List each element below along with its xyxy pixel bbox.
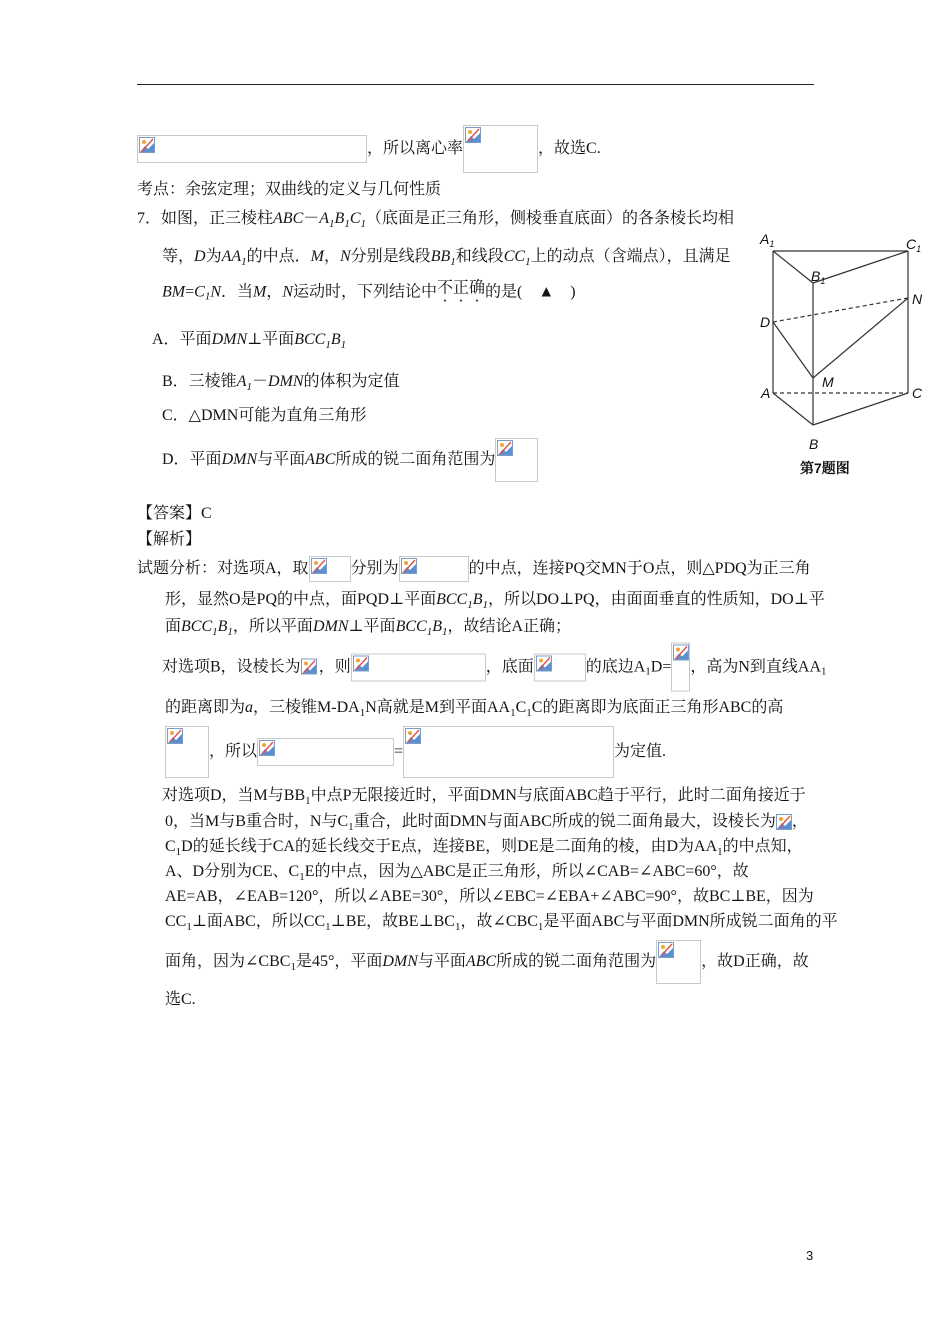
broken-image-icon xyxy=(167,728,183,744)
option-b xyxy=(162,372,400,392)
italic-subscript: 1 xyxy=(467,598,473,611)
text-run: （底面是正三角形，侧棱垂直底面）的各条棱长均相 xyxy=(365,210,734,227)
broken-image-icon xyxy=(259,740,275,756)
text-run: B．三棱锥 xyxy=(162,373,237,390)
text-run: ，故∠CBC xyxy=(460,913,538,930)
subscript: 1 xyxy=(186,920,192,933)
subscript: 1 xyxy=(526,706,532,719)
broken-image-icon xyxy=(301,658,317,674)
segment-d-m xyxy=(773,322,813,378)
text-run: D．平面 xyxy=(162,451,222,468)
italic-math-text: M xyxy=(310,248,324,265)
text-run: ，所以离心率 xyxy=(367,140,464,157)
text-run: A．平面 xyxy=(152,331,212,348)
italic-math-text: ABC xyxy=(465,953,497,970)
italic-subscript: 1 xyxy=(450,255,456,268)
text-run: 选C. xyxy=(165,991,196,1008)
knowledge-point-line xyxy=(137,180,441,200)
italic-subscript: 1 xyxy=(227,625,233,638)
formula-image-placeholder xyxy=(399,556,469,582)
prism-figure xyxy=(740,230,930,440)
formula-image-placeholder xyxy=(257,738,394,766)
italic-math-text: BCC xyxy=(436,591,468,608)
italic-math-text: B xyxy=(432,618,442,635)
italic-math-text: BB xyxy=(430,248,451,265)
text-run: ，三棱锥M-DA xyxy=(253,699,360,716)
figure-caption: 第7题图 xyxy=(800,460,850,476)
broken-image-icon xyxy=(139,137,155,153)
vertex-label-a: A xyxy=(761,385,771,401)
text-run: D的延长线于CA的延长线交于E点，连接BE，则DE是二面角的棱，由D为AA xyxy=(181,838,718,855)
text-run: ， xyxy=(791,813,808,830)
italic-math-text: N xyxy=(282,283,294,300)
italic-math-text: C xyxy=(349,210,361,227)
subscript: 1 xyxy=(510,706,516,719)
text-run: ⊥BE，故BE⊥BC xyxy=(330,913,455,930)
italic-math-text: B xyxy=(330,331,341,348)
point-label-m: M xyxy=(822,374,834,390)
text-run: 等， xyxy=(162,248,195,265)
italic-subscript: 1 xyxy=(525,255,531,268)
label-letter: B xyxy=(811,268,821,284)
formula-image-placeholder xyxy=(534,653,586,681)
text-run: 对选项D，当M与BB xyxy=(162,787,306,804)
edge-b-c xyxy=(813,393,908,425)
italic-math-text: A xyxy=(319,210,330,227)
italic-math-text: N xyxy=(210,283,221,300)
analysis-line-11 xyxy=(165,887,814,907)
text-run: E的中点，因为△ABC是正三角形，所以∠CAB=∠ABC=60°，故 xyxy=(304,863,749,880)
vertex-label-b1 xyxy=(811,268,825,286)
broken-image-icon xyxy=(673,645,689,661)
subscript: 1 xyxy=(175,845,182,858)
italic-subscript: 1 xyxy=(360,217,366,230)
analysis-line-5 xyxy=(165,698,783,718)
broken-image-icon xyxy=(401,558,417,574)
text-run: 中点P无限接近时，平面DMN与底面ABC趋于平行，此时二面角接近于 xyxy=(310,787,806,804)
formula-image-placeholder xyxy=(463,125,538,173)
italic-subscript: 1 xyxy=(482,598,488,611)
question-7-stem-line-2 xyxy=(162,247,731,267)
subscript: 1 xyxy=(305,794,311,807)
text-run: 所成的锐二面角范围为 xyxy=(335,451,496,468)
text-run: 0，当M与B重合时，N与C xyxy=(165,813,349,830)
point-label-d: D xyxy=(760,314,771,330)
text-run: 【答案】C xyxy=(137,505,212,522)
text-run: 所成的锐二面角范围为 xyxy=(496,953,657,970)
emphasized-text: 不正确 xyxy=(437,279,486,297)
text-run: ．当 xyxy=(220,283,253,300)
text-run: 分别是线段 xyxy=(350,248,431,265)
broken-image-icon xyxy=(776,814,792,830)
text-run: D= xyxy=(650,658,672,675)
label-letter: A xyxy=(760,231,770,247)
italic-math-text: BCC xyxy=(395,618,427,635)
option-d xyxy=(162,438,538,482)
analysis-line-3 xyxy=(165,617,571,637)
subscript: 1 xyxy=(348,820,354,833)
question-7-stem-line-3 xyxy=(162,279,576,306)
vertex-label-c1 xyxy=(906,236,921,254)
analysis-heading xyxy=(137,530,201,550)
segment-d-n-hidden xyxy=(773,298,908,322)
italic-subscript: 1 xyxy=(212,625,218,638)
analysis-line-12 xyxy=(165,912,838,932)
text-run: 与平面 xyxy=(417,953,466,970)
edge-b1-c1 xyxy=(813,251,908,283)
analysis-line-9 xyxy=(165,837,803,857)
segment-m-n xyxy=(813,298,908,378)
text-run: － xyxy=(303,210,320,227)
text-run: ，则 xyxy=(318,658,351,675)
text-run: ， xyxy=(266,283,283,300)
analysis-line-10 xyxy=(165,862,749,882)
italic-subscript: 1 xyxy=(246,380,252,393)
text-run: ，底面 xyxy=(485,658,534,675)
text-run: = xyxy=(394,743,404,760)
text-run: ，高为N到直线AA xyxy=(690,658,822,675)
broken-image-icon xyxy=(311,558,327,574)
page-number: 3 xyxy=(806,1248,814,1263)
text-run: 和线段 xyxy=(455,248,504,265)
vertex-label-c: C xyxy=(912,385,923,401)
italic-math-text: AA xyxy=(221,248,242,265)
subscript: 1 xyxy=(325,920,331,933)
edge-a1-b1 xyxy=(773,251,813,283)
point-label-n: N xyxy=(912,291,923,307)
italic-math-text: M xyxy=(253,283,267,300)
option-a xyxy=(152,330,346,350)
italic-math-text: BM xyxy=(162,283,186,300)
text-run: A、D分别为CE、C xyxy=(165,863,300,880)
text-run: 【解析】 xyxy=(137,531,202,548)
text-run: 面 xyxy=(165,618,182,635)
analysis-line-13 xyxy=(165,940,809,984)
broken-image-icon xyxy=(405,728,421,744)
analysis-line-2 xyxy=(165,590,825,610)
text-run: 考点：余弦定理；双曲线的定义与几何性质 xyxy=(137,181,442,198)
subscript: 1 xyxy=(290,960,296,973)
subscript: 1 xyxy=(645,665,651,678)
label-subscript: 1 xyxy=(916,244,922,254)
text-run: 面角，因为∠CBC xyxy=(165,953,291,970)
label-letter: C xyxy=(906,236,917,252)
text-run: 的中点，连接PQ交MN于O点，则△PDQ为正三角 xyxy=(468,560,811,577)
vertex-label-b: B xyxy=(809,436,819,452)
text-run: 形，显然O是PQ的中点，面PQD⊥平面 xyxy=(165,591,437,608)
italic-math-text: B xyxy=(472,591,483,608)
italic-math-text: B xyxy=(217,618,228,635)
subscript: 1 xyxy=(454,920,461,933)
text-run: ⊥平面 xyxy=(348,618,396,635)
italic-math-text: C xyxy=(194,283,205,300)
formula-image-placeholder xyxy=(495,438,538,482)
text-run: 对选项B，设棱长为 xyxy=(162,658,301,675)
italic-math-text: A xyxy=(236,373,247,390)
broken-image-icon xyxy=(497,440,513,456)
formula-image-placeholder xyxy=(776,813,792,831)
text-run: ，故D正确，故 xyxy=(701,953,809,970)
italic-subscript: 1 xyxy=(340,338,347,351)
formula-image-placeholder xyxy=(671,643,690,692)
text-run: ，所以平面 xyxy=(232,618,313,635)
text-run: ⊥面ABC，所以CC xyxy=(191,913,326,930)
text-run: ，故结论A正确； xyxy=(447,618,572,635)
text-run: = xyxy=(185,283,195,300)
italic-subscript: 1 xyxy=(329,217,335,230)
text-run: C的距离即为底面正三角形ABC的高 xyxy=(531,699,784,716)
text-run: 与平面 xyxy=(257,451,306,468)
vertex-label-a1 xyxy=(760,231,774,249)
italic-subscript: 1 xyxy=(344,217,350,230)
italic-math-text: ABC xyxy=(305,451,336,468)
text-run: 的是( ▲ ) xyxy=(485,283,576,300)
italic-math-text: N xyxy=(340,248,351,265)
previous-answer-line xyxy=(137,125,601,173)
text-run: 重合，此时面DMN与面ABC所成的锐二面角最大，设棱长为 xyxy=(353,813,776,830)
italic-math-text: DMN xyxy=(312,618,349,635)
text-run: C xyxy=(165,838,176,855)
analysis-line-4 xyxy=(162,643,827,692)
text-run: ⊥平面 xyxy=(247,331,295,348)
text-run: 的中点． xyxy=(246,248,311,265)
italic-math-text: DMN xyxy=(211,331,248,348)
text-run: N高就是M到平面AA xyxy=(365,699,511,716)
italic-math-text: DMN xyxy=(267,373,304,390)
text-run: 分别为 xyxy=(350,560,399,577)
text-run: ， xyxy=(323,248,340,265)
formula-image-placeholder xyxy=(137,135,367,163)
italic-subscript: 1 xyxy=(441,625,448,638)
option-c xyxy=(162,406,366,426)
text-run: ，所以DO⊥PQ，由面面垂直的性质知，DO⊥平 xyxy=(487,591,825,608)
subscript: 1 xyxy=(537,920,544,933)
text-run: 的底边A xyxy=(585,658,646,675)
formula-image-placeholder xyxy=(656,940,701,984)
text-run: 是平面ABC与平面DMN所成锐二面角的平 xyxy=(543,913,838,930)
label-subscript: 1 xyxy=(820,276,826,286)
formula-image-placeholder xyxy=(165,726,209,778)
text-run: CC xyxy=(165,913,187,930)
text-run: C．△DMN可能为直角三角形 xyxy=(162,407,367,424)
text-run: C xyxy=(515,699,527,716)
text-run: 为 xyxy=(205,248,222,265)
broken-image-icon xyxy=(465,127,481,143)
subscript: 1 xyxy=(821,665,827,678)
italic-subscript: 1 xyxy=(204,290,211,303)
subscript: 1 xyxy=(717,845,723,858)
italic-math-text: a xyxy=(245,699,254,716)
subscript: 1 xyxy=(299,870,305,883)
text-run: 的体积为定值 xyxy=(303,373,400,390)
analysis-line-1 xyxy=(137,556,811,582)
formula-image-placeholder xyxy=(351,653,486,681)
text-run: AE=AB，∠EAB=120°，所以∠ABE=30°，所以∠EBC=∠EBA+∠ABC=90°，故BC⊥BE，因为 xyxy=(165,888,814,905)
text-run: ，故选C. xyxy=(538,140,601,157)
italic-math-text: CC xyxy=(503,248,526,265)
text-run: 试题分析：对选项A，取 xyxy=(137,560,309,577)
italic-math-text: ABC xyxy=(273,210,304,227)
label-subscript: 1 xyxy=(769,239,775,249)
analysis-line-6 xyxy=(165,726,666,778)
analysis-line-8 xyxy=(165,812,808,832)
italic-math-text: BCC xyxy=(294,331,326,348)
text-run: 上的动点（含端点），且满足 xyxy=(530,248,731,265)
answer-line xyxy=(137,504,212,524)
italic-math-text: D xyxy=(194,248,206,265)
text-run: ，所以 xyxy=(209,743,258,760)
italic-subscript: 1 xyxy=(426,625,433,638)
text-run: 是45°，平面 xyxy=(295,953,383,970)
italic-subscript: 1 xyxy=(241,255,247,268)
italic-math-text: DMN xyxy=(221,451,258,468)
text-run: 运动时，下列结论中 xyxy=(293,283,438,300)
formula-image-placeholder xyxy=(309,556,351,582)
subscript: 1 xyxy=(359,706,366,719)
analysis-line-7 xyxy=(162,786,806,806)
formula-image-placeholder xyxy=(301,657,319,677)
text-run: 7．如图，正三棱柱 xyxy=(137,210,274,227)
broken-image-icon xyxy=(353,655,369,671)
italic-subscript: 1 xyxy=(325,338,331,351)
italic-math-text: DMN xyxy=(382,953,418,970)
formula-image-placeholder xyxy=(403,726,614,778)
text-run: 的中点知， xyxy=(722,838,803,855)
italic-math-text: B xyxy=(334,210,345,227)
text-run: 的距离即为 xyxy=(165,699,246,716)
italic-math-text: BCC xyxy=(181,618,213,635)
header-rule xyxy=(137,84,814,85)
text-run: － xyxy=(251,373,268,390)
analysis-line-14 xyxy=(165,990,196,1010)
edge-a-b xyxy=(773,393,813,425)
broken-image-icon xyxy=(536,655,552,671)
question-7-stem-line-1 xyxy=(137,209,734,229)
text-run: 为定值. xyxy=(614,743,667,760)
broken-image-icon xyxy=(658,942,674,958)
